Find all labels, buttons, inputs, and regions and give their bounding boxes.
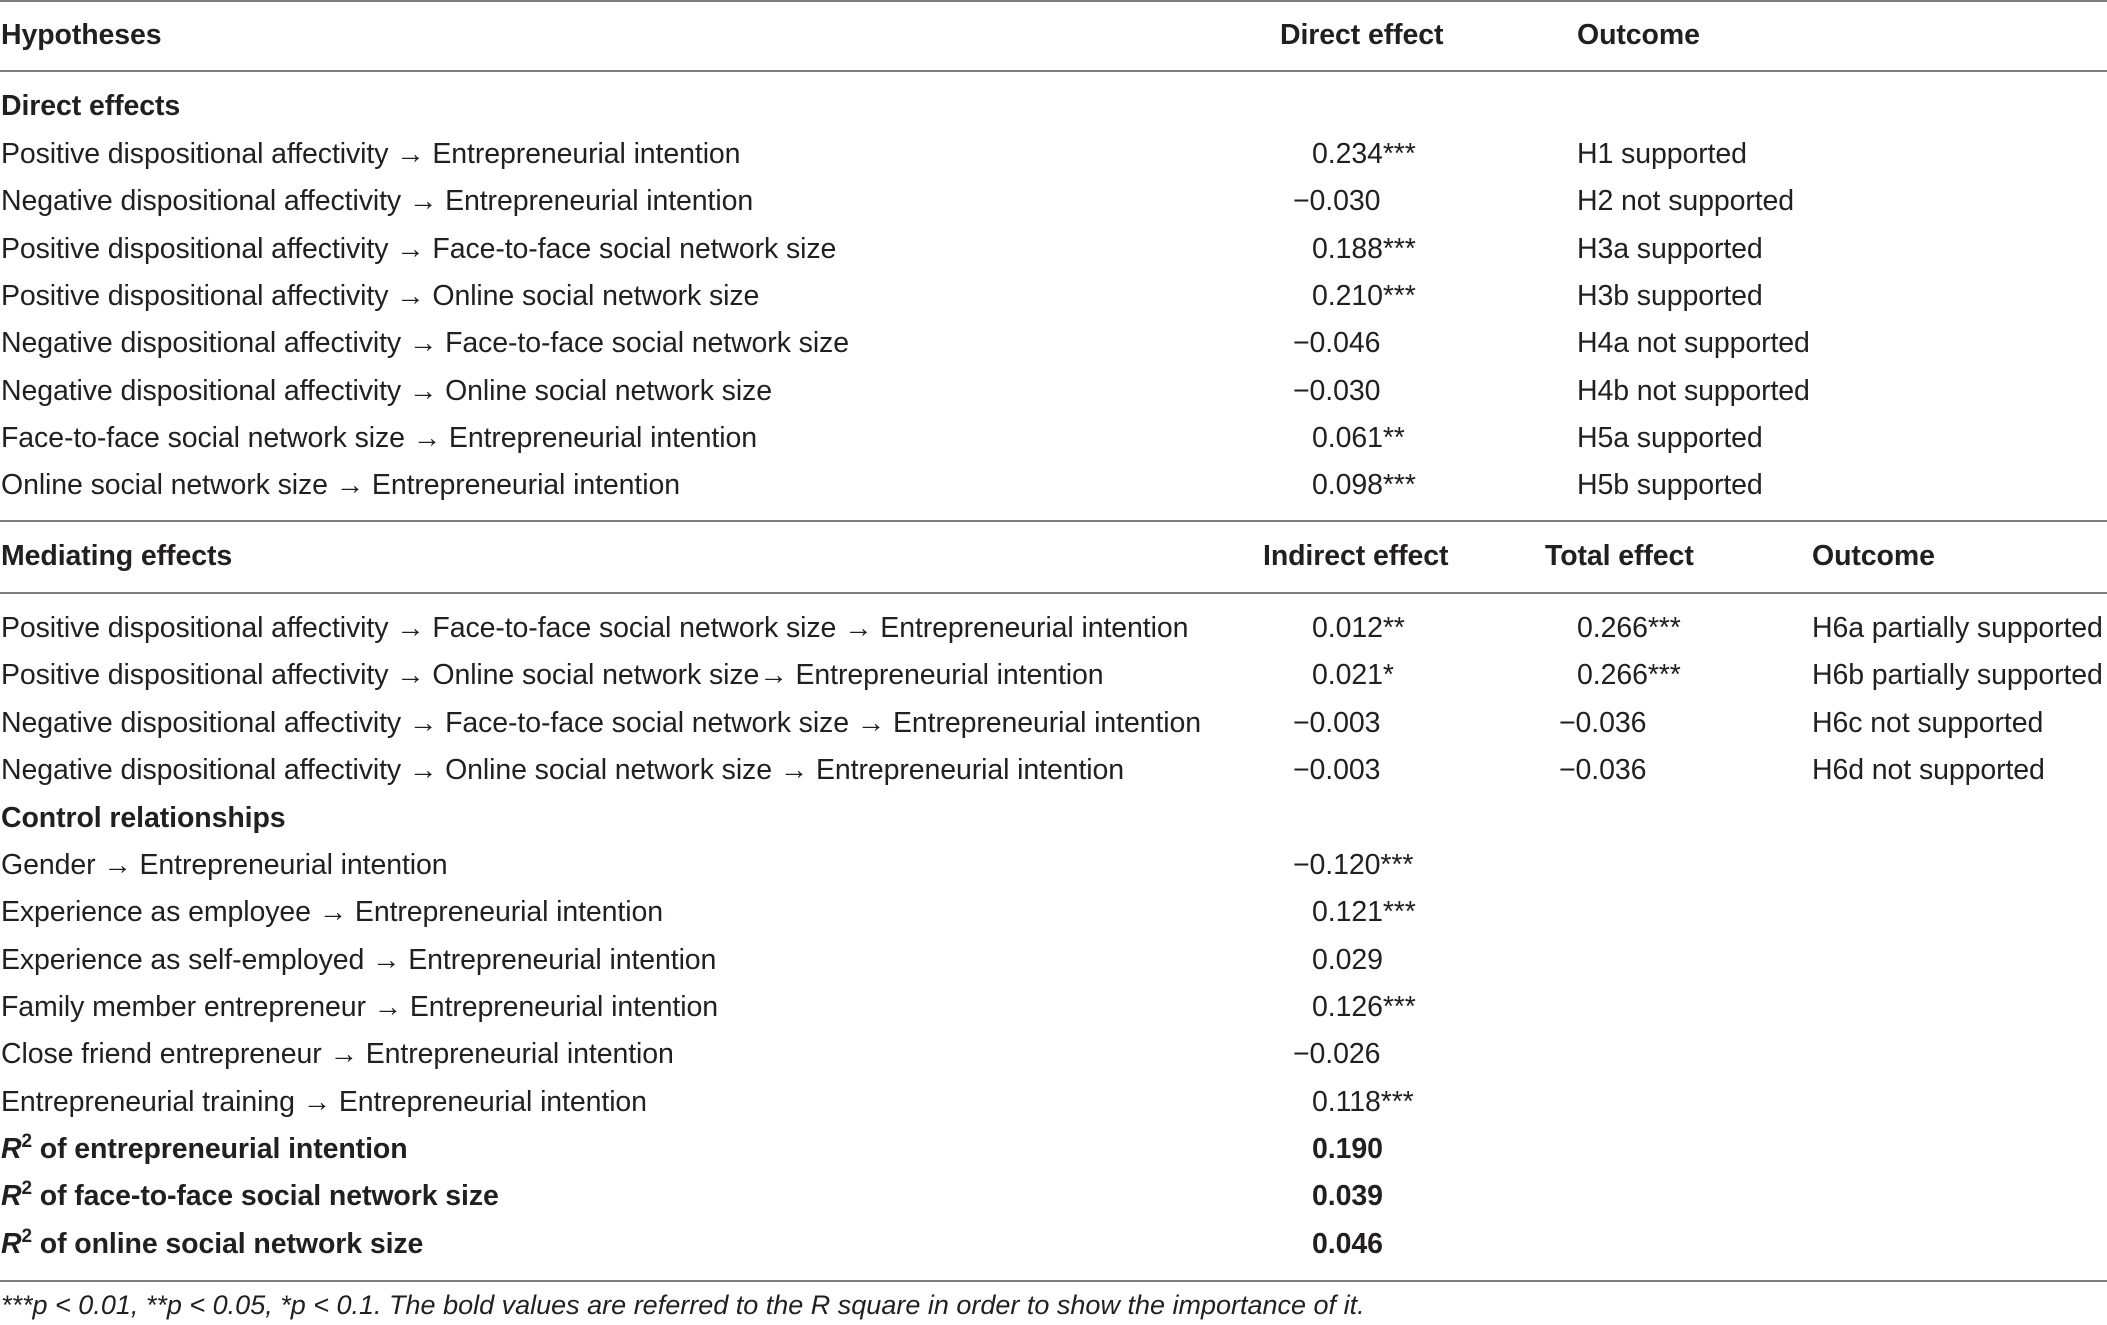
outcome-text: H3b supported <box>1577 279 1763 312</box>
control-effect-value: 0.029 <box>1312 943 1383 976</box>
table-row <box>0 226 2107 273</box>
outcome-text: H1 supported <box>1577 138 1747 170</box>
table-footnote: ***p < 0.01, **p < 0.05, *p < 0.1. The bold values are referred to the R square in order to show the importance of it. <box>1 1290 1365 1320</box>
total-effect-value: −0.036 <box>1559 706 1647 739</box>
table-bottom-rule <box>0 1280 2107 1282</box>
header-rule <box>0 70 2107 72</box>
r-superscript: 2 <box>21 1131 32 1152</box>
table-row <box>0 937 2107 984</box>
outcome-text: H4a not supported <box>1577 327 1810 360</box>
indirect-effect-value: −0.003 <box>1293 706 1381 739</box>
r-superscript: 2 <box>21 1178 32 1200</box>
r-squared-value: 0.046 <box>1312 1227 1383 1260</box>
hypothesis-path: Face-to-face social network size → Entrepreneurial intention <box>1 421 757 454</box>
r-superscript: 2 <box>21 1225 32 1247</box>
table-row <box>0 747 2107 794</box>
table-row <box>0 368 2107 415</box>
direct-effect-value: 0.210*** <box>1312 279 1416 312</box>
control-path: Entrepreneurial training → Entrepreneurial intention <box>1 1085 647 1118</box>
direct-effect-value: −0.030 <box>1293 374 1381 407</box>
table-row <box>0 131 2107 178</box>
table-top-rule <box>0 0 2107 2</box>
outcome-text: H4b not supported <box>1577 374 1810 407</box>
table-header-row <box>0 12 2107 59</box>
indirect-effect-value: −0.003 <box>1293 753 1381 786</box>
control-path: Gender → Entrepreneurial intention <box>1 849 448 881</box>
table-row <box>0 1221 2107 1268</box>
hypothesis-path: Negative dispositional affectivity → Face-to-face social network size → Entrepreneurial intention <box>1 706 1202 739</box>
direct-effect-value: 0.234*** <box>1312 138 1416 170</box>
indirect-effect-value: 0.021* <box>1312 659 1394 692</box>
table-row <box>0 178 2107 225</box>
r-squared-text: of entrepreneurial intention <box>31 1133 408 1165</box>
control-effect-value: 0.118*** <box>1312 1085 1414 1118</box>
table-row <box>0 984 2107 1031</box>
table-row <box>0 1079 2107 1126</box>
direct-effect-value: −0.030 <box>1293 185 1381 218</box>
table-row <box>0 842 2107 889</box>
direct-effect-value: 0.061** <box>1312 421 1405 454</box>
header-direct-effect: Direct effect <box>1280 19 1444 51</box>
hypothesis-path: Positive dispositional affectivity → Online social network size <box>1 279 760 312</box>
table-row <box>0 462 2107 509</box>
hypothesis-path: Negative dispositional affectivity → Online social network size → Entrepreneurial intention <box>1 753 1125 786</box>
control-effect-value: −0.120*** <box>1293 849 1414 881</box>
control-path: Experience as self-employed → Entrepreneurial intention <box>1 943 717 976</box>
outcome-text: H6a partially supported <box>1812 612 2103 644</box>
r-squared-label <box>1 1221 423 1268</box>
r-squared-label <box>1 1126 408 1173</box>
mediating-header-row <box>0 533 2107 580</box>
hypothesis-path: Negative dispositional affectivity → Face-to-face social network size <box>1 327 849 360</box>
control-effect-value: 0.126*** <box>1312 990 1416 1023</box>
outcome-text: H5a supported <box>1577 421 1763 454</box>
control-relationships-title: Control relationships <box>1 802 286 834</box>
table-row <box>0 652 2107 699</box>
hypothesis-path: Positive dispositional affectivity → Face-to-face social network size → Entrepreneurial intention <box>1 612 1189 644</box>
r-squared-value: 0.039 <box>1312 1180 1383 1213</box>
direct-effects-title: Direct effects <box>1 90 181 122</box>
hypothesis-path: Negative dispositional affectivity → Entrepreneurial intention <box>1 185 754 218</box>
r-squared-text: of face-to-face social network size <box>31 1180 499 1213</box>
outcome-text: H6c not supported <box>1812 706 2044 739</box>
table-row <box>0 320 2107 367</box>
header-hypotheses: Hypotheses <box>1 19 162 51</box>
outcome-text: H2 not supported <box>1577 185 1795 218</box>
direct-effect-value: −0.046 <box>1293 327 1381 360</box>
r-squared-value: 0.190 <box>1312 1133 1383 1165</box>
table-row <box>0 605 2107 652</box>
table-row <box>0 273 2107 320</box>
direct-effect-value: 0.098*** <box>1312 469 1416 502</box>
r-squared-text: of online social network size <box>31 1227 424 1260</box>
control-effect-value: 0.121*** <box>1312 896 1416 929</box>
hypothesis-path: Online social network size → Entrepreneurial intention <box>1 469 680 502</box>
header-total-effect: Total effect <box>1545 540 1694 572</box>
total-effect-value: −0.036 <box>1559 753 1647 786</box>
control-effect-value: −0.026 <box>1293 1038 1381 1071</box>
control-title-row <box>0 795 2107 842</box>
indirect-effect-value: 0.012** <box>1312 612 1405 644</box>
table-row <box>0 1126 2107 1173</box>
total-effect-value: 0.266*** <box>1577 659 1681 692</box>
direct-effect-value: 0.188*** <box>1312 232 1416 265</box>
control-path: Experience as employee → Entrepreneurial intention <box>1 896 663 929</box>
table-row <box>0 1031 2107 1078</box>
outcome-text: H5b supported <box>1577 469 1763 502</box>
table-row <box>0 415 2107 462</box>
outcome-text: H6b partially supported <box>1812 659 2103 692</box>
total-effect-value: 0.266*** <box>1577 612 1681 644</box>
header-mediating-outcome: Outcome <box>1812 540 1935 572</box>
header-indirect-effect: Indirect effect <box>1263 540 1449 572</box>
header-outcome: Outcome <box>1577 19 1700 51</box>
outcome-text: H6d not supported <box>1812 753 2045 786</box>
control-path: Family member entrepreneur → Entrepreneurial intention <box>1 990 718 1023</box>
hypothesis-path: Positive dispositional affectivity → Face-to-face social network size <box>1 232 837 265</box>
table-row <box>0 1173 2107 1220</box>
control-path: Close friend entrepreneur → Entrepreneurial intention <box>1 1038 674 1071</box>
r-squared-label <box>1 1173 499 1220</box>
hypothesis-path: Negative dispositional affectivity → Online social network size <box>1 374 772 407</box>
table-row <box>0 889 2107 936</box>
section-title-row <box>0 83 2107 130</box>
hypothesis-path: Positive dispositional affectivity → Online social network size→ Entrepreneurial intention <box>1 659 1104 692</box>
outcome-text: H3a supported <box>1577 232 1763 265</box>
hypothesis-path: Positive dispositional affectivity → Entrepreneurial intention <box>1 138 741 170</box>
r-symbol: R <box>1 1227 22 1260</box>
table-row <box>0 700 2107 747</box>
r-symbol: R <box>1 1133 22 1165</box>
r-symbol: R <box>1 1180 22 1213</box>
mediating-effects-title: Mediating effects <box>1 540 233 572</box>
mediating-header-rule <box>0 592 2107 594</box>
mediating-top-rule <box>0 520 2107 522</box>
